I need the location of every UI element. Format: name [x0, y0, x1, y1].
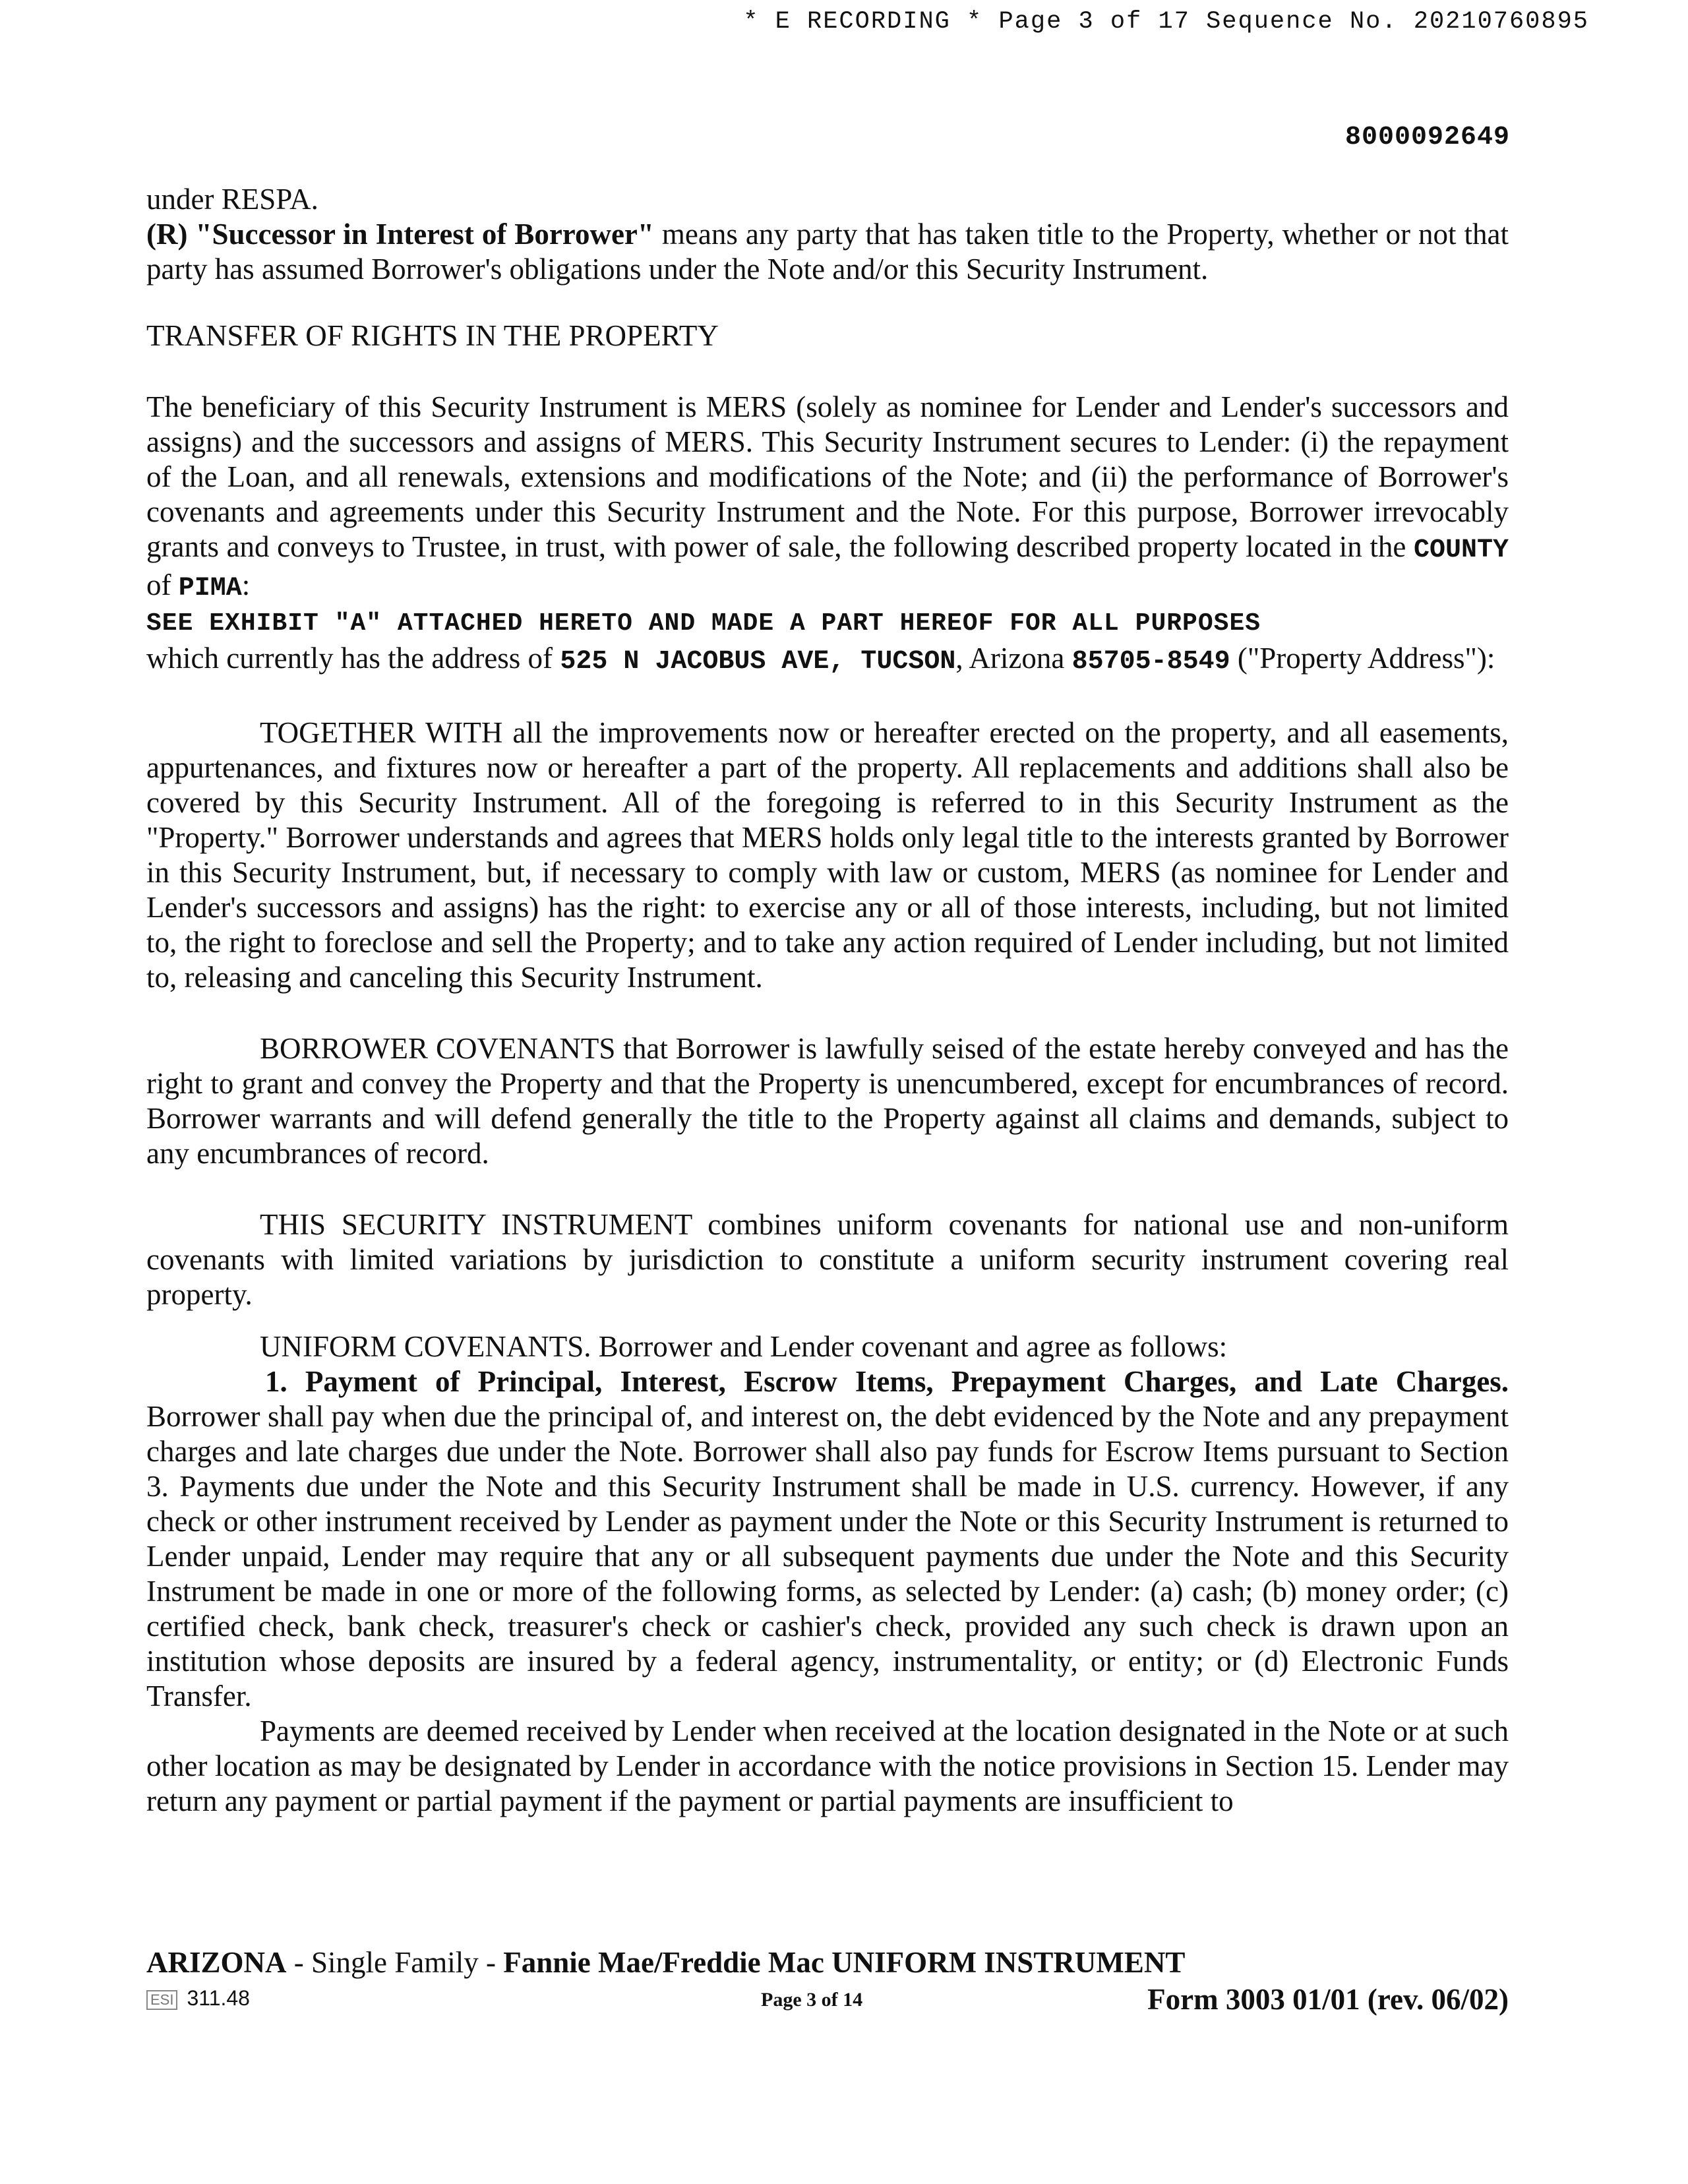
footer-row — [146, 1982, 1509, 2022]
esi-logo-icon: ESI — [146, 1990, 177, 2010]
transfer-text: The beneficiary of this Security Instrument is MERS (solely as nominee for Lender and Lender's successors and assigns) and the successors and assigns of MERS. This Security Instrument secures to Lender: (i) the repayment of the Loan, and all renewals, extensions and modifications of the Note; and (ii) the performance of Borrower's covenants and agreements under this Security Instrument and the Note. For this purpose, Borrower irrevocably grants and conveys to Trustee, in trust, with power of sale, the following described property located in the — [146, 390, 1509, 563]
footer-code — [146, 1986, 250, 2011]
address-zip: 85705-8549 — [1071, 647, 1230, 677]
footer-code-number: 311.48 — [187, 1986, 250, 2010]
footer-title-bold: Fannie Mae/Freddie Mac UNIFORM INSTRUMENT — [503, 1946, 1186, 1979]
respa-line: under RESPA. — [146, 183, 318, 216]
document-body — [146, 182, 1509, 1819]
loan-number: 8000092649 — [1344, 123, 1510, 152]
county-of: of — [146, 568, 179, 601]
borrower-covenants-paragraph: BORROWER COVENANTS that Borrower is lawfully seised of the estate hereby conveyed and has the right to grant and convey the Property and that the Property is unencumbered, except for encumbrances of record. Borrower warrants and will defend generally the title to the Property against all claims and demands, subject to any encumbrances of record. — [146, 1032, 1509, 1170]
recording-header: * E RECORDING * Page 3 of 17 Sequence No. 20210760895 — [743, 8, 1589, 36]
footer-state: ARIZONA — [146, 1946, 287, 1979]
section-1-text: Borrower shall pay when due the principal of, and interest on, the debt evidenced by the Note and any prepayment charges and late charges due under the Note. Borrower shall also pay funds for Escrow Items pursuant to Section 3. Payments due under the Note and this Security Instrument shall be made in U.S. currency. However, if any check or other instrument received by Lender as payment under the Note or this Security Instrument is returned to Lender unpaid, Lender may require that any or all subsequent payments due under the Note and this Security Instrument be made in one or more of the following forms, as selected by Lender: (a) cash; (b) money order; (c) certified check, bank check, treasurer's check or cashier's check, provided any such check is drawn upon an institution whose deposits are insured by a federal agency, instrumentality, or entity; or (d) Electronic Funds Transfer. — [146, 1400, 1509, 1713]
address-street: 525 N JACOBUS AVE, TUCSON — [560, 647, 956, 677]
definition-r-label: (R) — [146, 218, 188, 251]
footer-title — [146, 1945, 1509, 1980]
document-footer — [146, 1945, 1509, 2022]
definition-r-text: means any party that has taken title to the Property, whether or not that party has assumed Borrower's obligations under the Note and/or this Security Instrument. — [146, 218, 1509, 286]
together-with-paragraph: TOGETHER WITH all the improvements now or hereafter erected on the property, and all easements, appurtenances, and fixtures now or hereafter a part of the property. All replacements and additions shall also be covered by this Security Instrument. All of the foregoing is referred to in this Security Instrument as the "Property." Borrower understands and agrees that MERS holds only legal title to the interests granted by Borrower in this Security Instrument, but, if necessary to comply with law or custom, MERS (as nominee for Lender and Lender's successors and assigns) has the right: to exercise any or all of those interests, including, but not limited to, the right to foreclose and sell the Property; and to take any action required of Lender including, but not limited to, releasing and canceling this Security Instrument. — [146, 716, 1509, 994]
footer-page-number: Page 3 of 14 — [761, 1989, 863, 2011]
county-type: COUNTY — [1413, 535, 1509, 565]
payments-paragraph: Payments are deemed received by Lender when received at the location designated in the Note or at such other location as may be designated by Lender in accordance with the notice provisions in Section 15. Lender may return any payment or partial payment if the payment or partial payments are insufficient to — [146, 1714, 1509, 1817]
address-end: ("Property Address"): — [1230, 642, 1495, 675]
transfer-heading: TRANSFER OF RIGHTS IN THE PROPERTY — [146, 319, 719, 352]
exhibit-reference: SEE EXHIBIT "A" ATTACHED HERETO AND MADE A PART HEREOF FOR ALL PURPOSES — [146, 609, 1261, 638]
county-end: : — [241, 568, 251, 601]
address-intro: which currently has the address of — [146, 642, 560, 675]
security-instrument-paragraph: THIS SECURITY INSTRUMENT combines uniform covenants for national use and non-uniform covenants with limited variations by jurisdiction to constitute a uniform security instrument covering real property. — [146, 1208, 1509, 1311]
transfer-paragraph — [146, 390, 1509, 606]
footer-form-number: Form 3003 01/01 (rev. 06/02) — [1147, 1983, 1509, 2016]
definition-r — [146, 217, 1509, 287]
uniform-covenants-line: UNIFORM COVENANTS. Borrower and Lender covenant and agree as follows: — [260, 1330, 1228, 1363]
county-name: PIMA — [178, 574, 242, 603]
section-1-heading: 1. Payment of Principal, Interest, Escrow Items, Prepayment Charges, and Late Charges. — [265, 1365, 1509, 1398]
footer-title-mid: - Single Family - — [286, 1946, 504, 1979]
definition-r-term: "Successor in Interest of Borrower" — [195, 218, 654, 251]
section-1-paragraph — [146, 1364, 1509, 1714]
address-state: , Arizona — [955, 642, 1072, 675]
property-address — [146, 641, 1509, 679]
